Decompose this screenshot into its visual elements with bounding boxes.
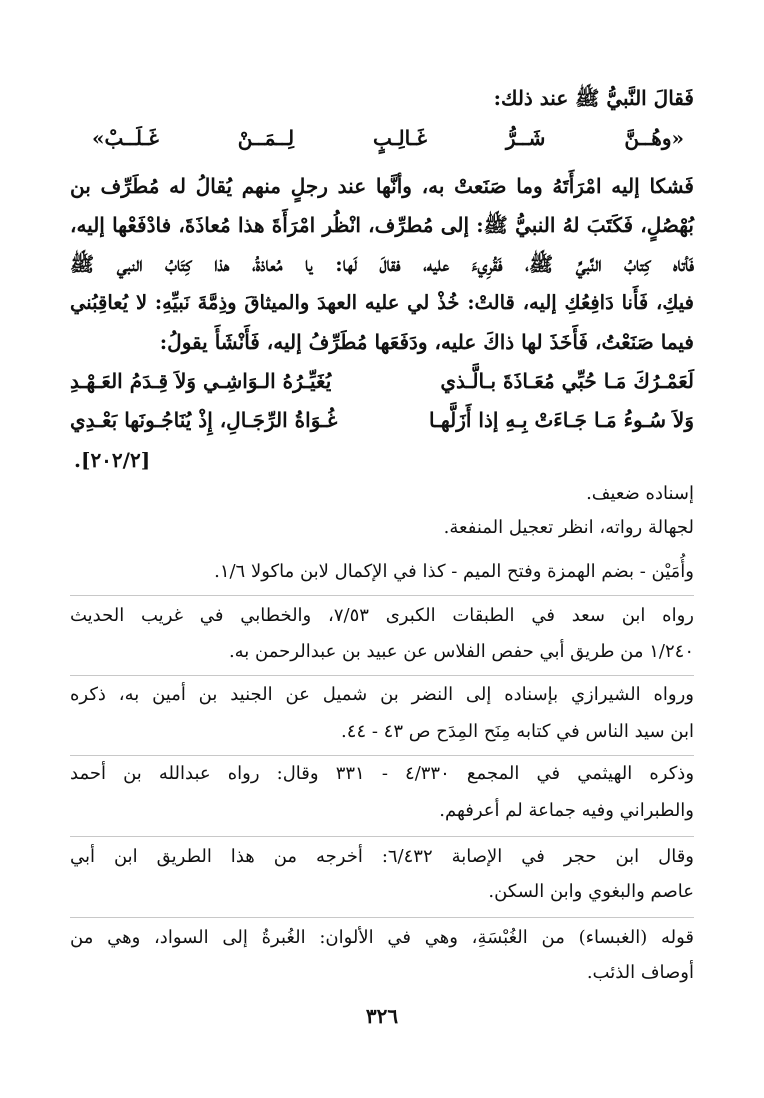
note-haythami-line-1: وذكره الهيثمي في المجمع ٤/٣٣٠ - ٣٣١ وقال: رواه عبدالله بن أحمد: [70, 763, 695, 784]
page-number: ٣٢٦: [365, 1004, 399, 1028]
note-ibn-hajar-line-2: عاصم والبغوي وابن السكن.: [488, 881, 694, 902]
note-ibn-saad-line-1: رواه ابن سعد في الطبقات الكبرى ٧/٥٣، والخطابي في غريب الحديث: [70, 605, 694, 626]
note-ghabsa-line-1: قوله (الغبساء) من الغُبْسَةِ، وهي في الألوان: الغُبرةُ إلى السواد، وهي من: [70, 927, 694, 948]
note-ibn-saad-line-2: ١/٢٤٠ من طريق أبي حفص الفلاس عن عبيد بن عبدالرحمن به.: [228, 641, 694, 662]
note-haythami-line-2: والطبراني وفيه جماعة لم أعرفهم.: [439, 800, 694, 821]
volume-page-reference: [٢٠٢/٢].: [74, 448, 151, 472]
paragraph-line-1: فَشكا إليه امْرَأَتَهُ وما صَنَعتْ به، وأنَّها عند رجلٍ منهم يُقالُ له مُطَرِّف بن: [70, 174, 694, 198]
poem-verse-2-first-hemistich: وَلاَ سُـوءُ مَـا جَـاءَتْ بِـهِ إذا أَزَلَّهـا: [428, 408, 694, 432]
intro-line: فَقالَ النَّبيُّ ﷺ عند ذلك:: [493, 86, 694, 110]
divider: [70, 836, 694, 837]
divider: [70, 755, 694, 756]
paragraph-line-2: بُهْصُلٍ، فَكَتَبَ لهُ النبيُّ ﷺ: إلى مُطرِّف، انْظُر امْرَأَةَ هذا مُعاذَةَ، فادْفَعْها إليه،: [70, 213, 694, 237]
paragraph-line-4: فيكِ، فَأَنا دَافِعُكِ إليه، قالتْ: خُذْ لي عليه العهدَ والميثاقَ وذِمَّةَ نَبيِّهِ: لا يُعاقِبُني: [70, 291, 694, 314]
note-isnad: إسناده ضعيف.: [586, 483, 694, 504]
poem-verse-1-first-hemistich: لَعَمْـرُكَ مَـا حُبِّي مُعَـاذَةَ بـالَّـذي: [440, 369, 694, 393]
quoted-saying: «وهُــنَّ شَــرُّ غَـالِـبٍ لِــمَــنْ غَـلَــبْ»: [92, 126, 684, 150]
note-shirazi-line-1: ورواه الشيرازي بإسناده إلى النضر بن شميل عن الجنيد بن أمين به، ذكره: [70, 684, 694, 705]
divider: [70, 675, 694, 676]
paragraph-line-5: فيما صَنَعْتُ، فَأَخَذَ لها ذاكَ عليه، ودَفَعَها مُطَرِّفُ إليه، فَأَنْشَأَ يقولُ:: [159, 330, 694, 354]
note-ghabsa-line-2: أوصاف الذئب.: [586, 962, 694, 983]
paragraph-line-3: فَأتاه كِتابُ النَّبيِّ ﷺ، فَقُرِيءَ عليه، فقالَ لَها: يا مُعاذةُ، هذا كِتَابُ النبي ﷺ: [70, 252, 694, 276]
divider: [70, 917, 694, 918]
note-amin: وأُمَيْن - بضم الهمزة وفتح الميم - كذا في الإكمال لابن ماكولا ١/٦.: [214, 561, 694, 582]
poem-verse-1: [70, 369, 694, 393]
note-shirazi-line-2: ابن سيد الناس في كتابه مِنَح المِدَح ص ٤٣ - ٤٤.: [341, 721, 694, 742]
poem-verse-1-second-hemistich: يُغَيِّـرُهُ الـوَاشِـي وَلاَ قِـدَمُ العَـهْـدِ: [70, 369, 332, 393]
poem-verse-2: [70, 408, 694, 432]
note-ruwat: لجهالة رواته، انظر تعجيل المنفعة.: [443, 517, 694, 538]
note-ibn-hajar-line-1: وقال ابن حجر في الإصابة ٦/٤٣٢: أخرجه من هذا الطريق ابن أبي: [70, 846, 694, 867]
poem-verse-2-second-hemistich: غُـوَاةُ الرِّجَـالِ، إِذْ يُنَاجُـونَها بَعْـدِي: [70, 408, 338, 432]
divider: [70, 595, 694, 596]
